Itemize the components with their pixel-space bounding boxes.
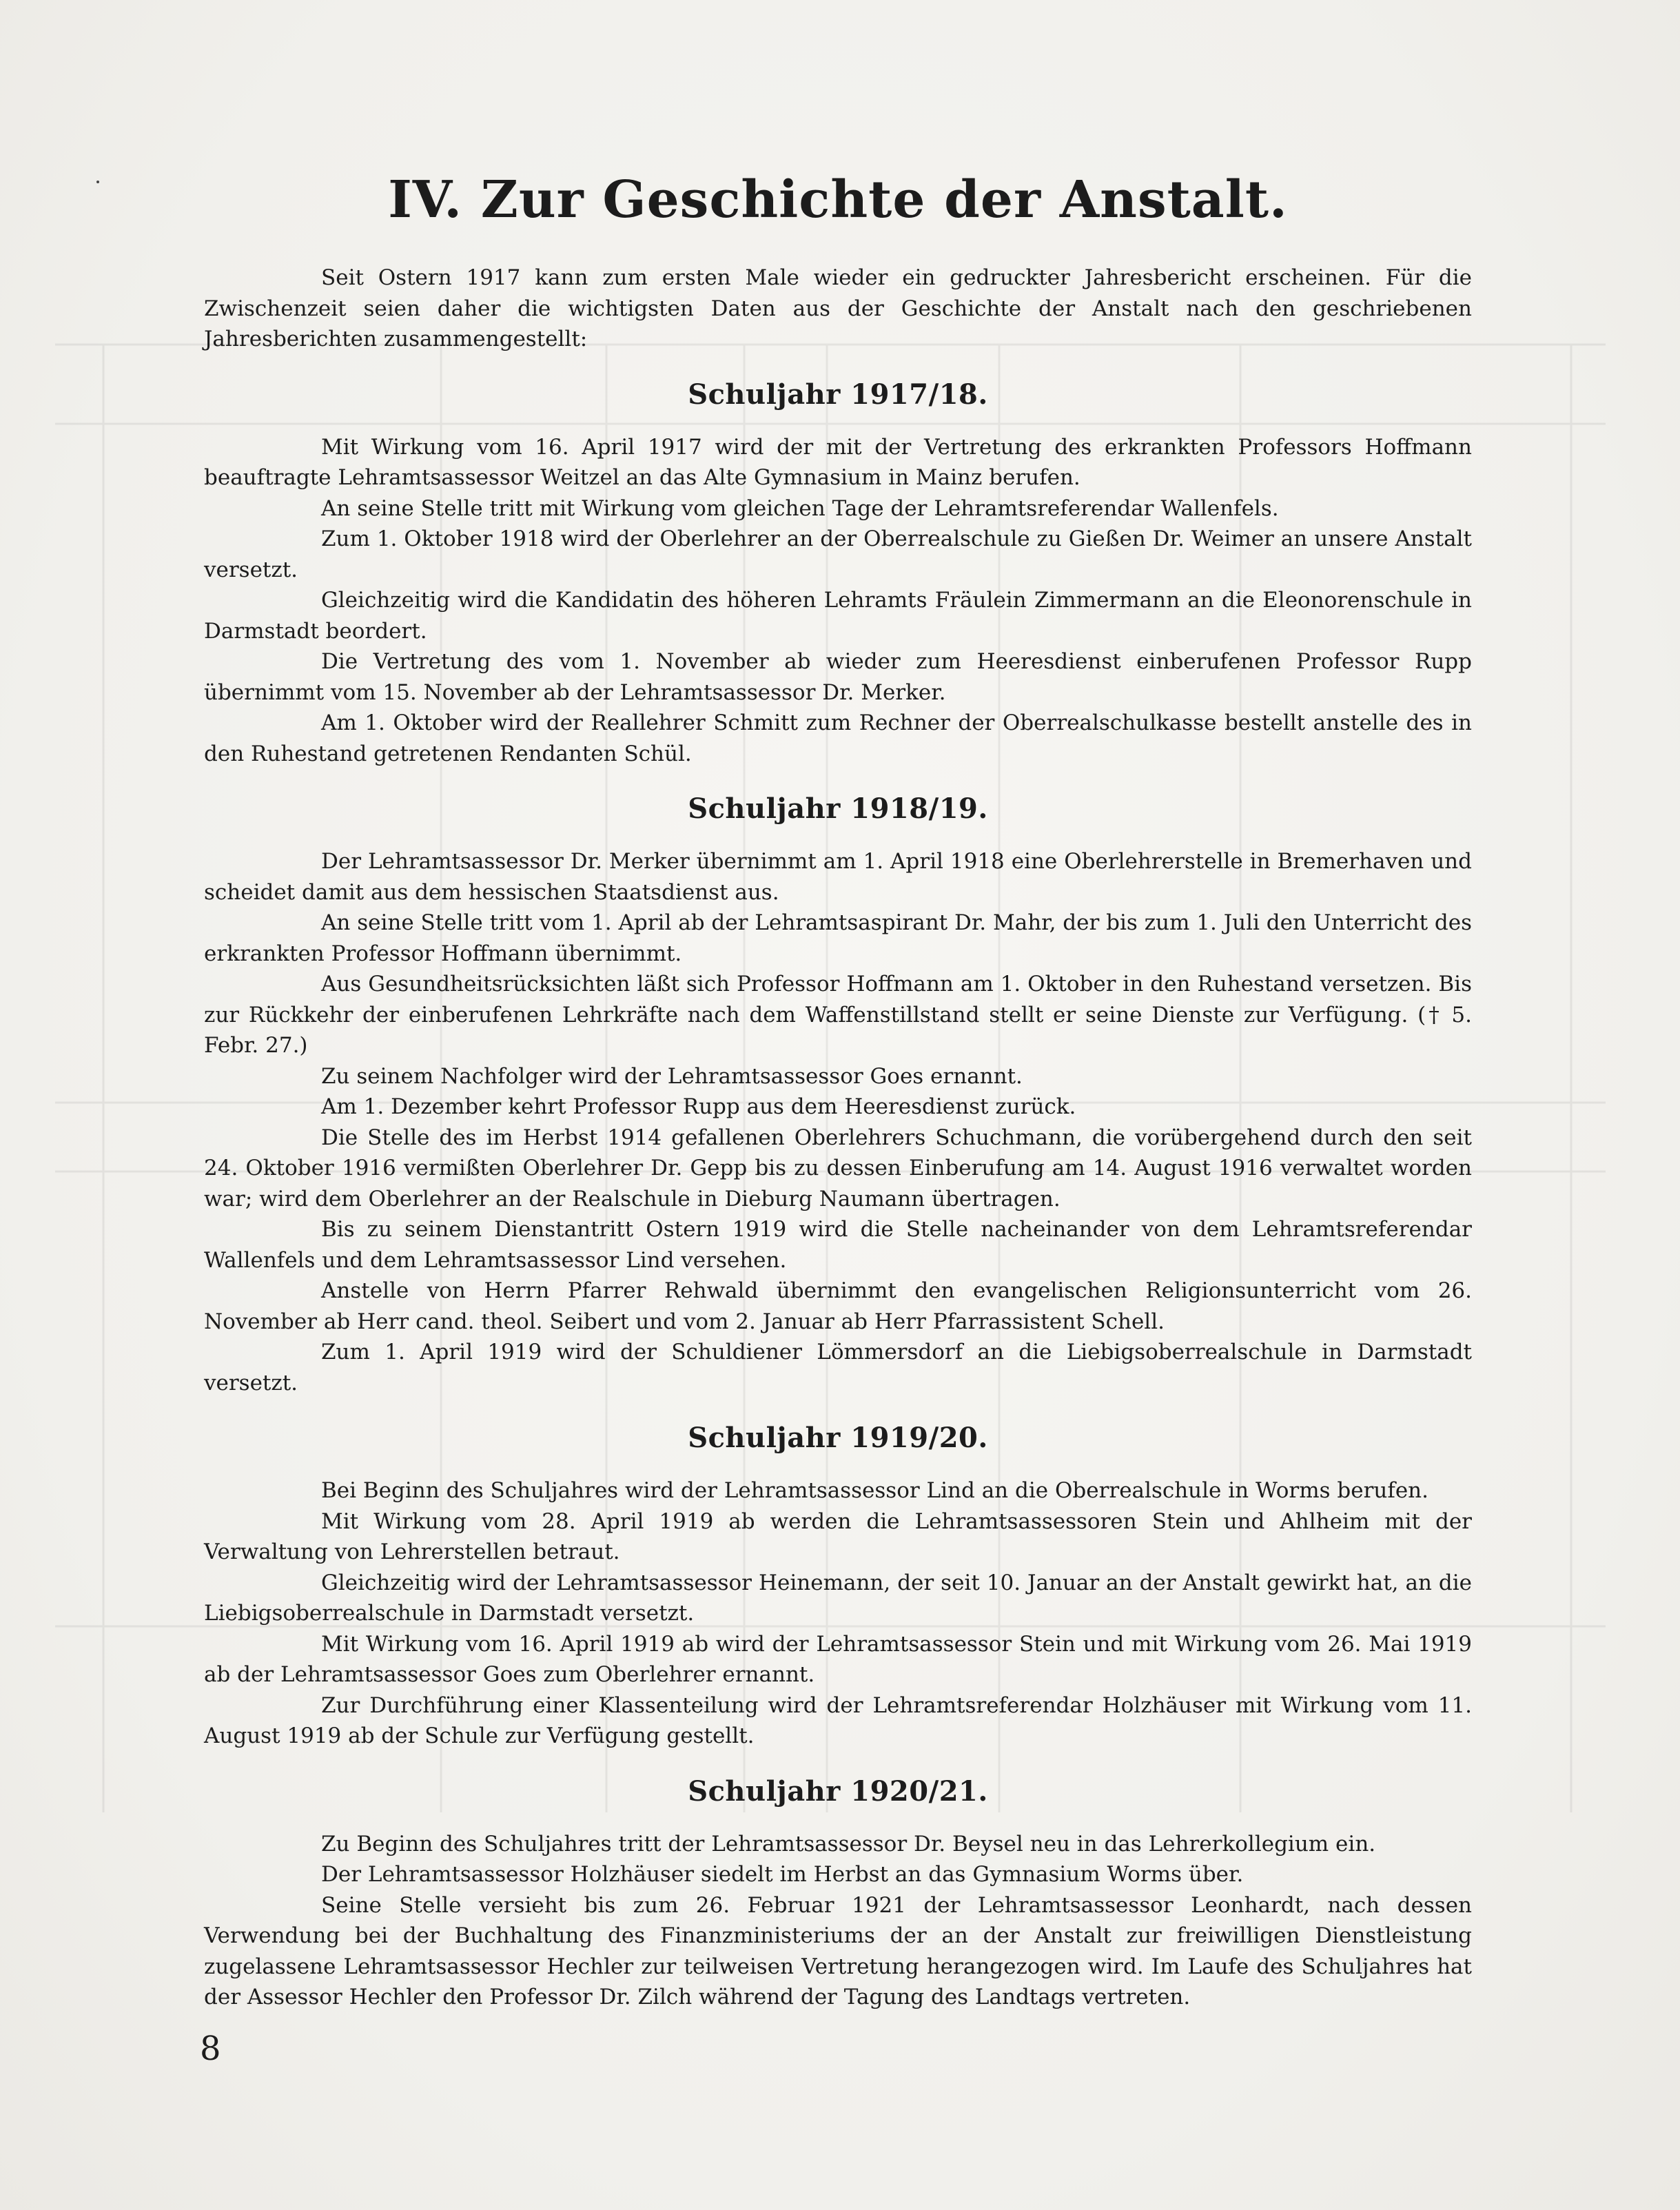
section-paragraph: Zum 1. Oktober 1918 wird der Oberlehrer an der Oberrealschule zu Gießen Dr. Weimer an unsere Anstalt versetzt.: [204, 526, 1472, 582]
page-number: 8: [200, 2029, 221, 2068]
section-paragraph: Am 1. Oktober wird der Reallehrer Schmitt zum Rechner der Oberrealschulkasse bestellt anstelle des in den Ruhestand getretenen Rendanten Schül.: [204, 710, 1472, 766]
section-paragraph: Mit Wirkung vom 16. April 1917 wird der mit der Vertretung des erkrankten Professors Hoffmann beauftragte Lehramtsassessor Weitzel an das Alte Gymnasium in Mainz berufen.: [204, 434, 1472, 491]
section-paragraph: Anstelle von Herrn Pfarrer Rehwald übernimmt den evangelischen Religionsunterricht vom 26. November ab Herr cand. theol. Seibert und vom 2. Januar ab Herr Pfarrassistent Schell.: [204, 1278, 1472, 1334]
section-1917-18: [204, 378, 1472, 770]
section-paragraph: Der Lehramtsassessor Holzhäuser siedelt im Herbst an das Gymnasium Worms über.: [321, 1862, 1244, 1887]
section-paragraph: Mit Wirkung vom 28. April 1919 ab werden die Lehramtsassessoren Stein und Ahlheim mit der Verwaltung von Lehrerstellen betraut.: [204, 1508, 1472, 1565]
section-paragraph: Bis zu seinem Dienstantritt Ostern 1919 wird die Stelle nacheinander von dem Lehramtsreferendar Wallenfels und dem Lehramtsassessor Lind versehen.: [204, 1217, 1472, 1273]
intro-paragraph: Seit Ostern 1917 kann zum ersten Male wieder ein gedruckter Jahresbericht erscheinen. Für die Zwischenzeit seien daher die wichtigsten Daten aus der Geschichte der Anstalt nach den geschriebenen Jahresberichten zusammengestellt:: [204, 265, 1472, 352]
page-title: IV. Zur Geschichte der Anstalt.: [388, 170, 1288, 229]
section-1920-21: [204, 1775, 1472, 2013]
section-paragraph: Zur Durchführung einer Klassenteilung wird der Lehramtsreferendar Holzhäuser mit Wirkung vom 11. August 1919 ab der Schule zur Verfügung gestellt.: [204, 1692, 1472, 1749]
section-paragraph: An seine Stelle tritt mit Wirkung vom gleichen Tage der Lehramtsreferendar Wallenfels.: [321, 495, 1279, 521]
section-paragraph: Seine Stelle versieht bis zum 26. Februar 1921 der Lehramtsassessor Leonhardt, nach dessen Verwendung bei der Buchhaltung des Finanzministeriums der an der Anstalt zur freiwilligen Dienstleistung zugelassene Lehramtsassessor Hechler zur teilweisen Vertretung herangezogen wird. Im Laufe des Schuljahres hat der Assessor Hechler den Professor Dr. Zilch während der Tagung des Landtags vertreten.: [204, 1892, 1472, 2010]
section-1919-20: [204, 1422, 1472, 1752]
section-paragraph: Gleichzeitig wird die Kandidatin des höheren Lehramts Fräulein Zimmermann an die Eleonorenschule in Darmstadt beordert.: [204, 588, 1472, 644]
section-1918-19: [204, 792, 1472, 1398]
document-body: [204, 172, 1472, 2013]
section-paragraph: Der Lehramtsassessor Dr. Merker übernimmt am 1. April 1918 eine Oberlehrerstelle in Bremerhaven und scheidet damit aus dem hessischen Staatsdienst aus.: [204, 849, 1472, 905]
section-heading: Schuljahr 1918/19.: [688, 792, 988, 826]
section-paragraph: Zum 1. April 1919 wird der Schuldiener Lömmersdorf an die Liebigsoberrealschule in Darmstadt versetzt.: [204, 1340, 1472, 1395]
section-heading: Schuljahr 1919/20.: [688, 1422, 988, 1455]
section-paragraph: Am 1. Dezember kehrt Professor Rupp aus dem Heeresdienst zurück.: [321, 1094, 1076, 1120]
section-paragraph: Mit Wirkung vom 16. April 1919 ab wird der Lehramtsassessor Stein und mit Wirkung vom 26. Mai 1919 ab der Lehramtsassessor Goes zum Oberlehrer ernannt.: [204, 1631, 1472, 1688]
section-paragraph: Die Vertretung des vom 1. November ab wieder zum Heeresdienst einberufenen Professor Rupp übernimmt vom 15. November ab der Lehramtsassessor Dr. Merker.: [204, 649, 1472, 705]
section-paragraph: Die Stelle des im Herbst 1914 gefallenen Oberlehrers Schuchmann, die vorübergehend durch den seit 24. Oktober 1916 vermißten Oberlehrer Dr. Gepp bis zu dessen Einberufung am 14. August 1916 verwaltet worden war; wird dem Oberlehrer an der Realschule in Dieburg Naumann übertragen.: [204, 1125, 1472, 1211]
section-heading: Schuljahr 1920/21.: [688, 1774, 988, 1808]
margin-speck: [96, 181, 99, 183]
section-paragraph: Bei Beginn des Schuljahres wird der Lehramtsassessor Lind an die Oberrealschule in Worms berufen.: [321, 1478, 1429, 1504]
section-heading: Schuljahr 1917/18.: [688, 378, 988, 411]
section-paragraph: Aus Gesundheitsrücksichten läßt sich Professor Hoffmann am 1. Oktober in den Ruhestand versetzen. Bis zur Rückkehr der einberufenen Lehrkräfte nach dem Waffenstillstand stellt er seine Dienste zur Verfügung. († 5. Febr. 27.): [204, 972, 1472, 1058]
section-paragraph: An seine Stelle tritt vom 1. April ab der Lehramtsaspirant Dr. Mahr, der bis zum 1. Juli den Unterricht des erkrankten Professor Hoffmann übernimmt.: [204, 910, 1472, 966]
section-paragraph: Zu Beginn des Schuljahres tritt der Lehramtsassessor Dr. Beysel neu in das Lehrerkollegium ein.: [321, 1831, 1376, 1856]
section-paragraph: Gleichzeitig wird der Lehramtsassessor Heinemann, der seit 10. Januar an der Anstalt gewirkt hat, an die Liebigsoberrealschule in Darmstadt versetzt.: [204, 1570, 1472, 1626]
section-paragraph: Zu seinem Nachfolger wird der Lehramtsassessor Goes ernannt.: [321, 1063, 1023, 1089]
